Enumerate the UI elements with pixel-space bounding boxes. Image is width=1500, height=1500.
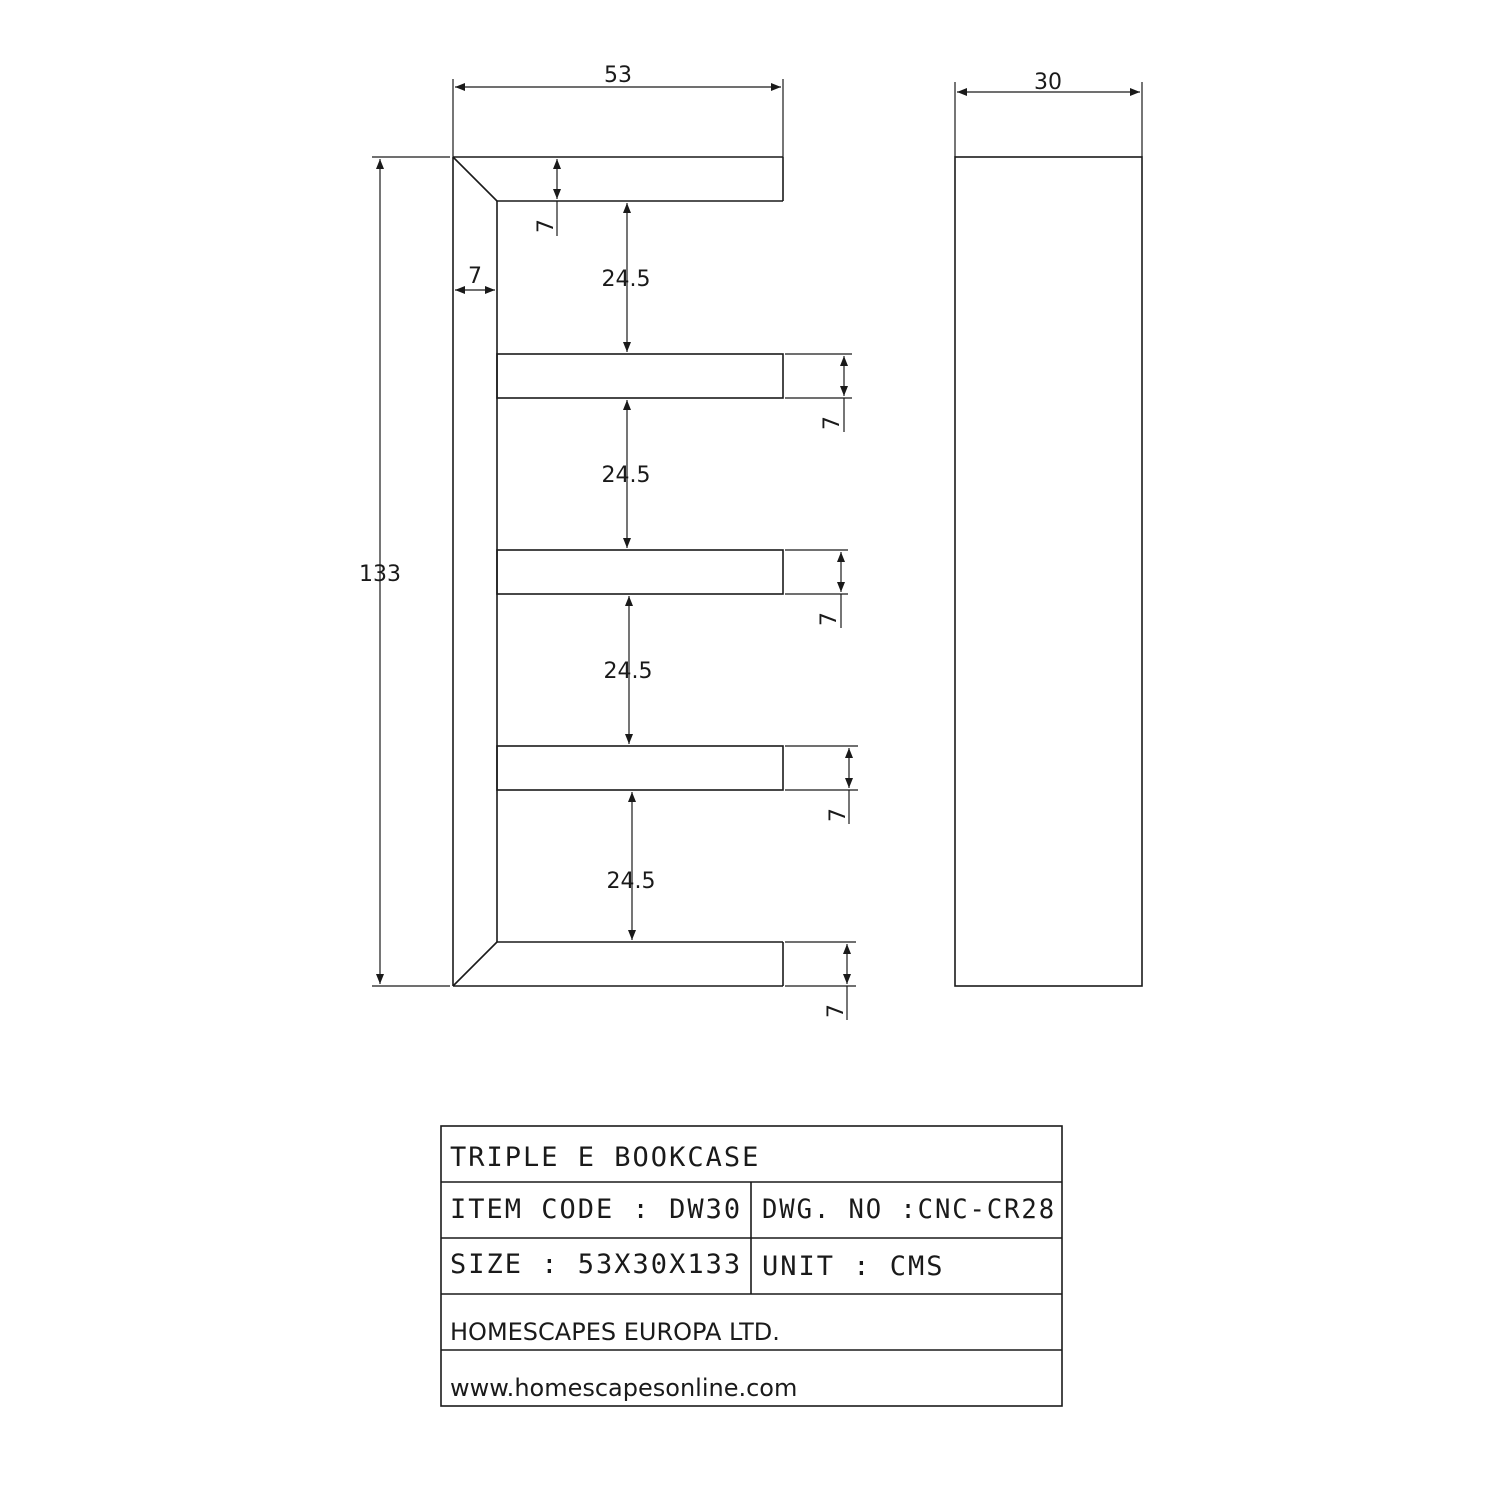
item-code: ITEM CODE : DW30 <box>450 1194 743 1225</box>
dimension-depth <box>955 70 1142 157</box>
dimension-bottom-board-thickness <box>785 942 856 1020</box>
unit: UNIT : CMS <box>762 1251 945 1282</box>
shelf-3 <box>497 746 783 790</box>
dimension-height <box>359 157 450 986</box>
side-thickness-label: 7 <box>468 264 482 289</box>
width-label: 53 <box>604 63 632 88</box>
dimension-width <box>453 63 783 157</box>
middle-shelves <box>497 354 783 790</box>
height-label: 133 <box>359 562 401 587</box>
drawing-title: TRIPLE E BOOKCASE <box>450 1142 761 1173</box>
dimension-shelf-2-thickness <box>785 550 848 628</box>
dimension-gap-2 <box>602 400 651 548</box>
dimension-gap-4 <box>607 792 656 940</box>
drawing-number: DWG. NO :CNC-CR28 <box>762 1194 1056 1225</box>
dimension-top-board-thickness <box>534 159 559 236</box>
dimension-side-thickness <box>455 264 495 290</box>
dimension-shelf-3-thickness <box>785 746 858 824</box>
title-block <box>441 1126 1062 1406</box>
thickness-label: 7 <box>820 416 845 430</box>
size: SIZE : 53X30X133 <box>450 1249 743 1280</box>
thickness-label: 7 <box>824 1004 849 1018</box>
depth-label: 30 <box>1034 70 1062 95</box>
gap-label: 24.5 <box>601 267 651 292</box>
company-name: HOMESCAPES EUROPA LTD. <box>450 1318 780 1346</box>
dimension-gap-3 <box>604 596 653 744</box>
dimension-shelf-1-thickness <box>785 354 852 432</box>
company-website: www.homescapesonline.com <box>450 1374 798 1402</box>
dimension-gap-1 <box>602 203 651 352</box>
gap-label: 24.5 <box>606 869 656 894</box>
thickness-label: 7 <box>817 612 842 626</box>
gap-label: 24.5 <box>601 463 651 488</box>
side-view-outline <box>955 157 1142 986</box>
shelf-1 <box>497 354 783 398</box>
thickness-label: 7 <box>534 219 559 233</box>
gap-label: 24.5 <box>603 659 653 684</box>
shelf-2 <box>497 550 783 594</box>
thickness-label: 7 <box>826 808 851 822</box>
